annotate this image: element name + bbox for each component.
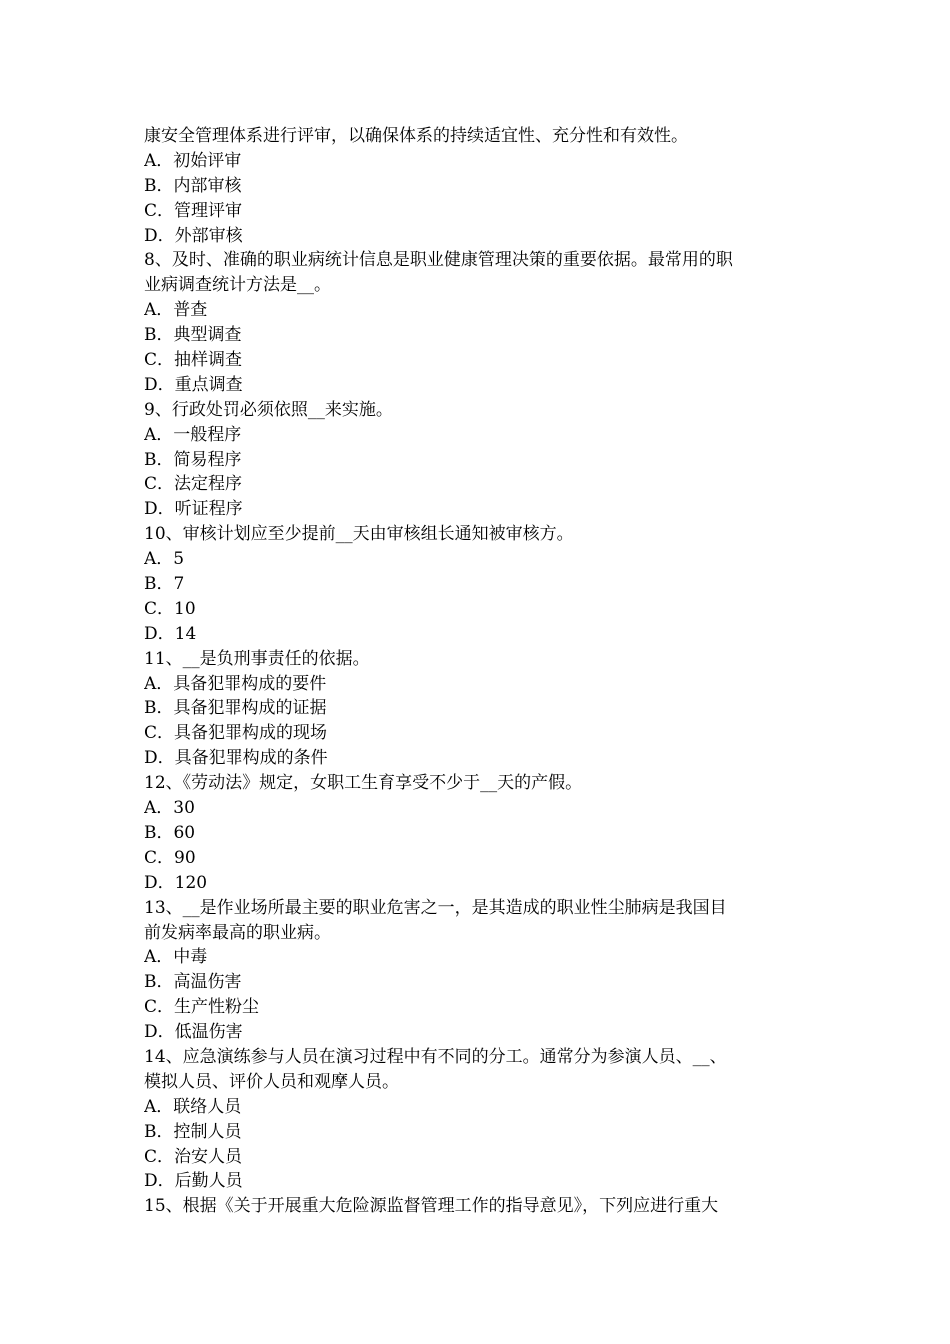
- option-line: A．初始评审: [144, 150, 242, 171]
- option-line: C．10: [144, 598, 196, 619]
- option-line: A．一般程序: [144, 424, 242, 445]
- option-line: A．联络人员: [144, 1096, 242, 1117]
- option-line: D．14: [144, 623, 197, 644]
- option-line: B．具备犯罪构成的证据: [144, 698, 327, 719]
- option-line: B．7: [144, 574, 185, 595]
- option-line: D．后勤人员: [144, 1171, 243, 1192]
- option-line: D．重点调查: [144, 374, 243, 395]
- question-line: 14、应急演练参与人员在演习过程中有不同的分工。通常分为参演人员、__、: [144, 1046, 727, 1067]
- question-line: 15、根据《关于开展重大危险源监督管理工作的指导意见》，下列应进行重大: [144, 1196, 719, 1217]
- option-line: D．具备犯罪构成的条件: [144, 748, 328, 769]
- question-line: 8、及时、准确的职业病统计信息是职业健康管理决策的重要依据。最常用的职: [144, 250, 733, 271]
- document-body: [144, 124, 814, 1219]
- option-line: C．管理评审: [144, 200, 243, 221]
- option-line: D．低温伤害: [144, 1022, 243, 1043]
- question-line: 前发病率最高的职业病。: [144, 922, 331, 943]
- option-line: C．生产性粉尘: [144, 997, 260, 1018]
- option-line: B．内部审核: [144, 175, 242, 196]
- option-line: D．听证程序: [144, 499, 243, 520]
- option-line: D．120: [144, 872, 208, 893]
- option-line: C．法定程序: [144, 474, 243, 495]
- question-line: 模拟人员、评价人员和观摩人员。: [144, 1071, 399, 1092]
- option-line: C．抽样调查: [144, 350, 243, 371]
- option-line: C．具备犯罪构成的现场: [144, 723, 328, 744]
- question-line: 9、行政处罚必须依照__来实施。: [144, 399, 393, 420]
- option-line: A．中毒: [144, 947, 208, 968]
- question-line: 10、审核计划应至少提前__天由审核组长通知被审核方。: [144, 524, 574, 545]
- option-line: A．普查: [144, 300, 208, 321]
- question-line: 业病调查统计方法是__。: [144, 275, 331, 296]
- option-line: A．具备犯罪构成的要件: [144, 673, 327, 694]
- option-line: C．90: [144, 847, 196, 868]
- option-line: B．控制人员: [144, 1121, 242, 1142]
- question-line: 13、__是作业场所最主要的职业危害之一，是其造成的职业性尘肺病是我国目: [144, 897, 727, 918]
- option-line: B．简易程序: [144, 449, 242, 470]
- option-line: D．外部审核: [144, 225, 243, 246]
- option-line: B．60: [144, 822, 196, 843]
- option-line: A．5: [144, 549, 185, 570]
- question-line: 12、《劳动法》规定，女职工生育享受不少于__天的产假。: [144, 773, 583, 794]
- option-line: A．30: [144, 798, 195, 819]
- option-line: B．高温伤害: [144, 972, 242, 993]
- option-line: C．治安人员: [144, 1146, 243, 1167]
- text-line: 康安全管理体系进行评审，以确保体系的持续适宜性、充分性和有效性。: [144, 126, 688, 146]
- option-line: B．典型调查: [144, 325, 242, 346]
- question-line: 11、__是负刑事责任的依据。: [144, 648, 370, 669]
